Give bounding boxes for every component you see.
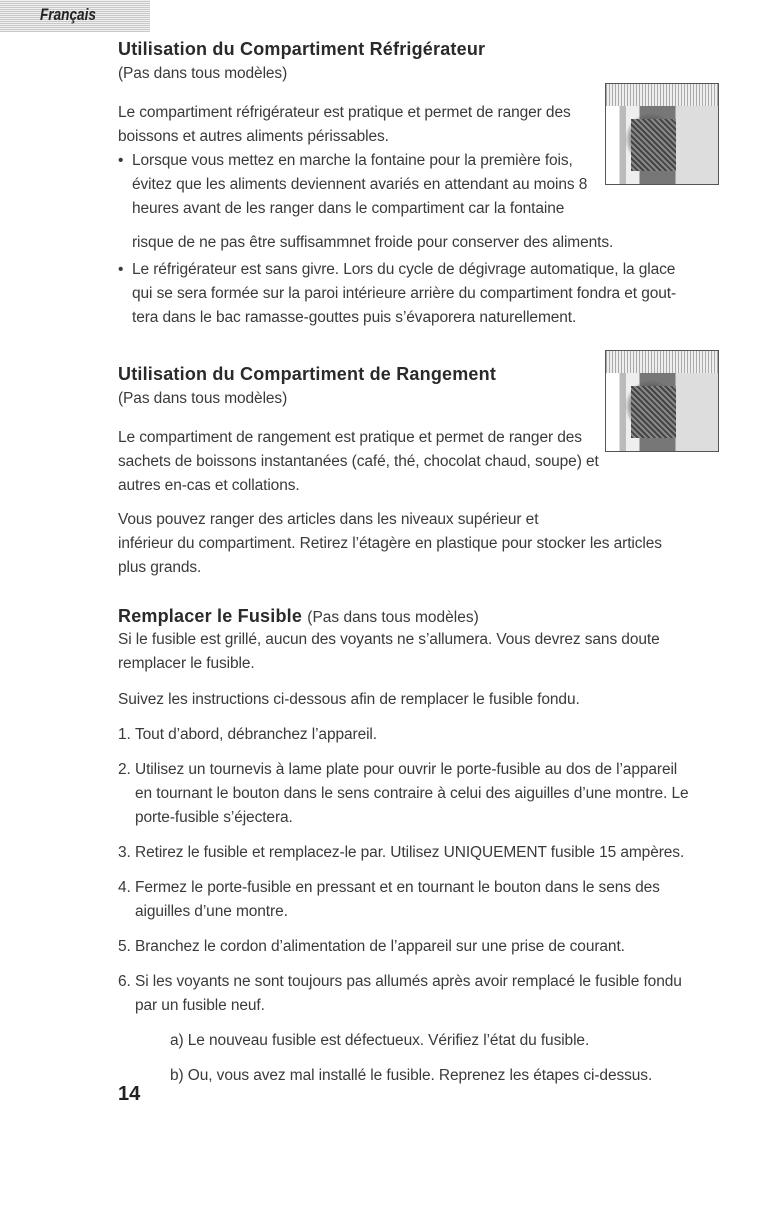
section-title-storage: Utilisation du Compartiment de Rangement (118, 364, 497, 384)
paragraph-line: Le compartiment réfrigérateur est pratique et permet de ranger des (118, 104, 571, 121)
step-line: Branchez le cordon d’alimentation de l’appareil sur une prise de courant. (135, 938, 625, 955)
section-title-refrigerator: Utilisation du Compartiment Réfrigérateur (118, 39, 486, 59)
bullet-line: tera dans le bac ramasse-gouttes puis s’évaporera naturellement. (132, 309, 577, 326)
bullet-line: Le réfrigérateur est sans givre. Lors du cycle de dégivrage automatique, la glace (132, 261, 676, 278)
paragraph-line: sachets de boissons instantanées (café, thé, chocolat chaud, soupe) et (118, 453, 599, 470)
step-line: Tout d’abord, débranchez l’appareil. (135, 726, 377, 743)
step-line: en tournant le bouton dans le sens contraire à celui des aiguilles d’une montre. Le (135, 785, 689, 802)
paragraph-line: remplacer le fusible. (118, 655, 255, 672)
bullet-icon: • (118, 261, 124, 278)
step-number: 3. (118, 844, 131, 861)
bullet-line: évitez que les aliments deviennent avariés en attendant au moins 8 (132, 176, 588, 193)
fuse-title: Remplacer le Fusible (118, 606, 303, 626)
paragraph-line: Le compartiment de rangement est pratique et permet de ranger des (118, 429, 582, 446)
bullet-line: qui se sera formée sur la paroi intérieure arrière du compartiment fondra et gout- (132, 285, 677, 302)
section-subtitle: (Pas dans tous modèles) (118, 390, 288, 407)
step-number: 5. (118, 938, 131, 955)
bullet-line: Lorsque vous mettez en marche la fontaine pour la première fois, (132, 152, 573, 169)
paragraph-line: boissons et autres aliments périssables. (118, 128, 389, 145)
section-title-fuse (118, 606, 479, 627)
step-line: porte-fusible s’éjectera. (135, 809, 293, 826)
step-number: 4. (118, 879, 131, 896)
page-number: 14 (118, 1083, 141, 1105)
step-line: par un fusible neuf. (135, 997, 265, 1014)
paragraph-line: Suivez les instructions ci-dessous afin de remplacer le fusible fondu. (118, 691, 580, 708)
step-line: Utilisez un tournevis à lame plate pour ouvrir le porte-fusible au dos de l’appareil (135, 761, 678, 778)
bullet-line: risque de ne pas être suffisammnet froide pour conserver des aliments. (132, 234, 614, 251)
paragraph-line: Si le fusible est grillé, aucun des voyants ne s’allumera. Vous devrez sans doute (118, 631, 660, 648)
paragraph-line: plus grands. (118, 559, 202, 576)
paragraph-line: inférieur du compartiment. Retirez l’étagère en plastique pour stocker les articles (118, 535, 662, 552)
language-header (0, 0, 150, 32)
paragraph-line: autres en-cas et collations. (118, 477, 300, 494)
storage-compartment-image (605, 350, 719, 452)
substep-line: b) Ou, vous avez mal installé le fusible. Reprenez les étapes ci-dessus. (170, 1067, 653, 1084)
step-number: 6. (118, 973, 131, 990)
step-line: aiguilles d’une montre. (135, 903, 288, 920)
substep-line: a) Le nouveau fusible est défectueux. Vérifiez l’état du fusible. (170, 1032, 590, 1049)
language-label: Français (40, 5, 96, 24)
step-line: Fermez le porte-fusible en pressant et en tournant le bouton dans le sens des (135, 879, 660, 896)
step-line: Si les voyants ne sont toujours pas allumés après avoir remplacé le fusible fondu (135, 973, 682, 990)
section-subtitle: (Pas dans tous modèles) (307, 609, 479, 626)
bullet-line: heures avant de les ranger dans le compartiment car la fontaine (132, 200, 565, 217)
paragraph-line: Vous pouvez ranger des articles dans les niveaux supérieur et (118, 511, 539, 528)
step-number: 1. (118, 726, 131, 743)
bullet-icon: • (118, 152, 124, 169)
step-line: Retirez le fusible et remplacez-le par. Utilisez UNIQUEMENT fusible 15 ampères. (135, 844, 685, 861)
refrigerator-compartment-image (605, 83, 719, 185)
step-number: 2. (118, 761, 131, 778)
section-subtitle: (Pas dans tous modèles) (118, 65, 288, 82)
